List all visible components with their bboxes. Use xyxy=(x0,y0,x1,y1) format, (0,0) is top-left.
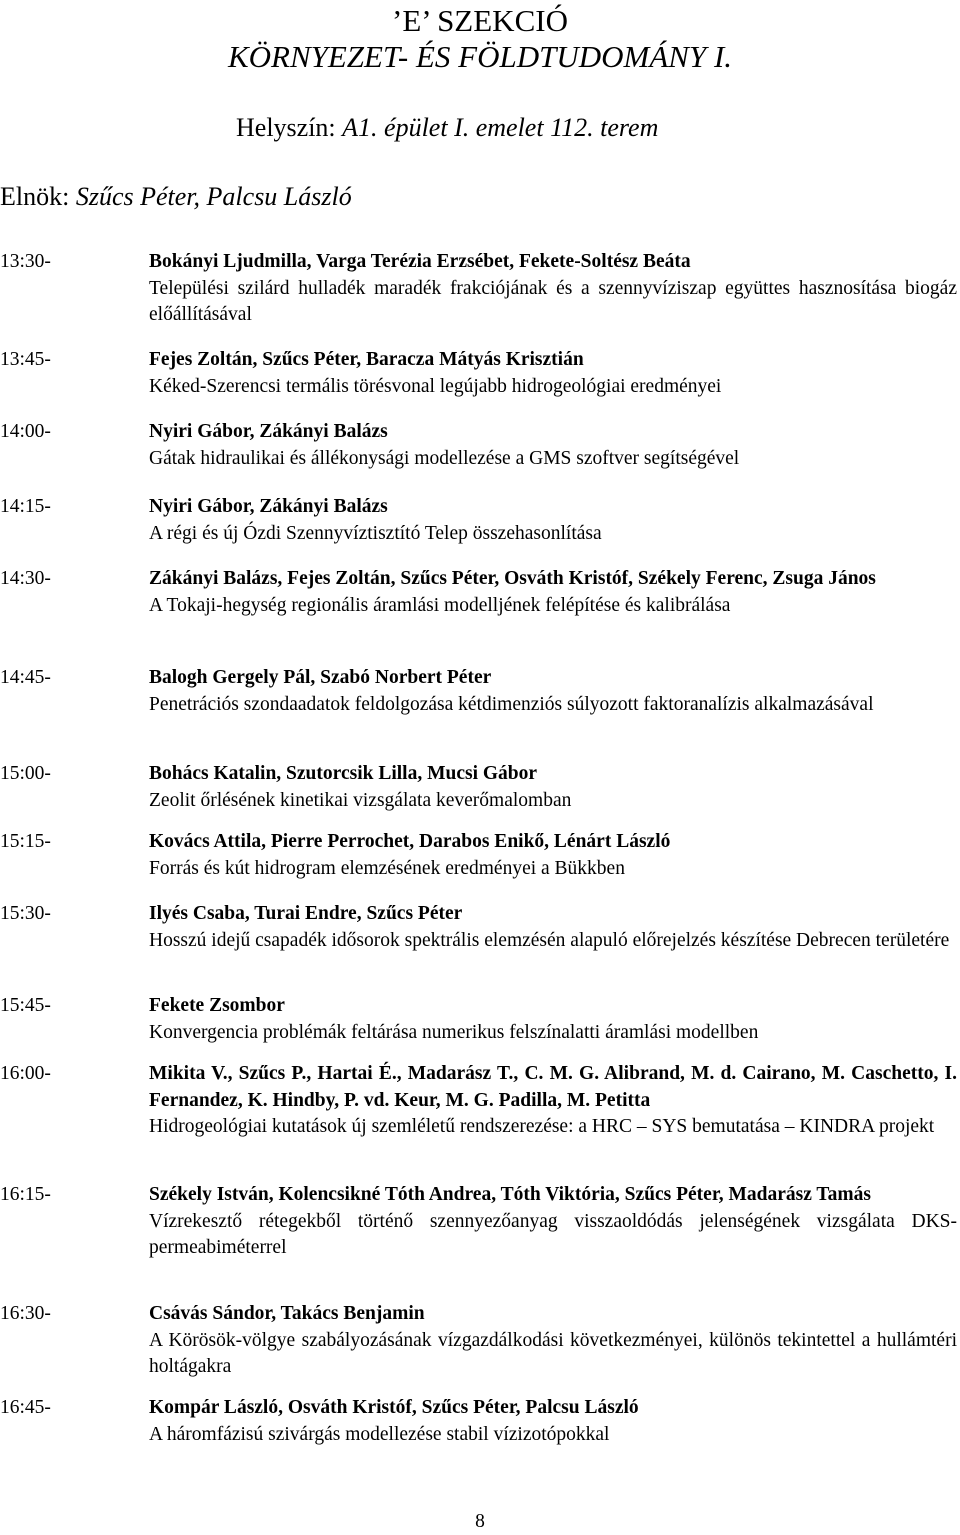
entry-time: 15:30- xyxy=(0,903,51,924)
entry-time: 14:15- xyxy=(0,496,51,517)
entry-authors: Balogh Gergely Pál, Szabó Norbert Péter xyxy=(149,667,492,688)
entry-time: 15:15- xyxy=(0,831,51,852)
chair-names: Szűcs Péter, Palcsu László xyxy=(75,182,352,211)
program-entry xyxy=(0,901,958,954)
entry-title: A háromfázisú szivárgás modellezése stabil vízizotópokkal xyxy=(149,1423,610,1445)
chair-label: Elnök: xyxy=(0,182,70,211)
program-entry xyxy=(0,829,958,882)
section-title: ’E’ SZEKCIÓ xyxy=(392,3,568,38)
entry-time: 16:45- xyxy=(0,1397,51,1418)
program-entry xyxy=(0,1395,958,1448)
entry-time: 14:45- xyxy=(0,667,51,688)
program-entry xyxy=(0,419,958,472)
program-entry xyxy=(0,665,958,718)
entry-time: 13:45- xyxy=(0,349,51,370)
entry-authors: Fejes Zoltán, Szűcs Péter, Baracza Mátyás Krisztián xyxy=(149,349,584,370)
entry-title: Hidrogeológiai kutatások új szemléletű rendszerezése: a HRC – SYS bemutatása – KINDRA projekt xyxy=(149,1116,935,1137)
program-entry xyxy=(0,494,958,547)
entry-authors: Nyiri Gábor, Zákányi Balázs xyxy=(149,496,388,517)
entry-title: Hosszú idejű csapadék idősorok spektrális elemzésén alapuló előrejelzés készítése Debrecen területére xyxy=(149,929,950,951)
page-number: 8 xyxy=(475,1511,485,1532)
entry-authors: Zákányi Balázs, Fejes Zoltán, Szűcs Péter, Osváth Kristóf, Székely Ferenc, Zsuga János xyxy=(149,568,876,589)
entry-time: 15:00- xyxy=(0,763,51,784)
entry-title: Penetrációs szondaadatok feldolgozása kétdimenziós súlyozott faktoranalízis alkalmazásával xyxy=(149,693,874,715)
entry-title: Forrás és kút hidrogram elemzésének eredményei a Bükkben xyxy=(149,857,625,879)
program-entry xyxy=(0,249,958,329)
entry-title: A Tokaji-hegység regionális áramlási modelljének felépítése és kalibrálása xyxy=(149,594,731,616)
location-value: A1. épület I. emelet 112. terem xyxy=(342,113,659,142)
entry-authors: Kompár László, Osváth Kristóf, Szűcs Péter, Palcsu László xyxy=(149,1397,639,1418)
entry-authors: Bohács Katalin, Szutorcsik Lilla, Mucsi Gábor xyxy=(149,763,538,784)
entry-time: 14:30- xyxy=(0,568,51,589)
entry-authors: Ilyés Csaba, Turai Endre, Szűcs Péter xyxy=(149,903,463,924)
entry-authors: Székely István, Kolencsikné Tóth Andrea, Tóth Viktória, Szűcs Péter, Madarász Tamás xyxy=(149,1184,871,1205)
entry-authors: Csávás Sándor, Takács Benjamin xyxy=(149,1303,425,1324)
location-line xyxy=(236,112,658,144)
entry-time: 16:00- xyxy=(0,1063,51,1084)
entry-title: Konvergencia problémák feltárása numerikus felszínalatti áramlási modellben xyxy=(149,1021,759,1043)
entry-time: 13:30- xyxy=(0,251,51,272)
chair-line xyxy=(0,181,352,213)
entry-title: Vízrekesztő rétegekből történő szennyezőanyag visszaoldódás jelenségének vizsgálata DKS- permeabiméterrel xyxy=(149,1210,957,1258)
entry-title: Kéked-Szerencsi termális törésvonal legújabb hidrogeológiai eredményei xyxy=(149,375,722,397)
entry-title: A régi és új Ózdi Szennyvíztisztító Telep összehasonlítása xyxy=(149,522,602,544)
program-entry xyxy=(0,761,958,814)
entry-time: 14:00- xyxy=(0,421,51,442)
location-label: Helyszín: xyxy=(236,113,336,142)
program-entry xyxy=(0,566,958,619)
entry-title: A Körösök-völgye szabályozásának vízgazdálkodási következményei, különös tekintettel a hullámtéri holtágakra xyxy=(149,1329,957,1377)
entry-authors: Kovács Attila, Pierre Perrochet, Darabos Enikő, Lénárt László xyxy=(149,831,671,852)
entry-authors: Nyiri Gábor, Zákányi Balázs xyxy=(149,421,388,442)
entry-time: 15:45- xyxy=(0,995,51,1016)
section-subtitle: KÖRNYEZET- ÉS FÖLDTUDOMÁNY I. xyxy=(227,39,733,74)
program-entry xyxy=(0,1182,958,1262)
program-entry xyxy=(0,1061,958,1141)
program-entry xyxy=(0,993,958,1046)
entry-title: Települési szilárd hulladék maradék frakciójának és a szennyvíziszap együttes hasznosítása biogáz előállításával xyxy=(149,277,957,325)
entry-time: 16:30- xyxy=(0,1303,51,1324)
entry-title: Gátak hidraulikai és állékonysági modellezése a GMS szoftver segítségével xyxy=(149,447,740,469)
program-entry xyxy=(0,1301,958,1381)
entry-authors: Mikita V., Szűcs P., Hartai É., Madarász T., C. M. G. Alibrand, M. d. Cairano, M. Caschetto, I. Fernandez, K. Hindby, P. vd. Keur, M. G. Padilla, M. Petitta xyxy=(149,1063,957,1111)
entry-authors: Fekete Zsombor xyxy=(149,995,285,1016)
entry-time: 16:15- xyxy=(0,1184,51,1205)
program-entry xyxy=(0,347,958,400)
entry-title: Zeolit őrlésének kinetikai vizsgálata keverőmalomban xyxy=(149,789,572,811)
entry-authors: Bokányi Ljudmilla, Varga Terézia Erzsébet, Fekete-Soltész Beáta xyxy=(149,251,691,272)
